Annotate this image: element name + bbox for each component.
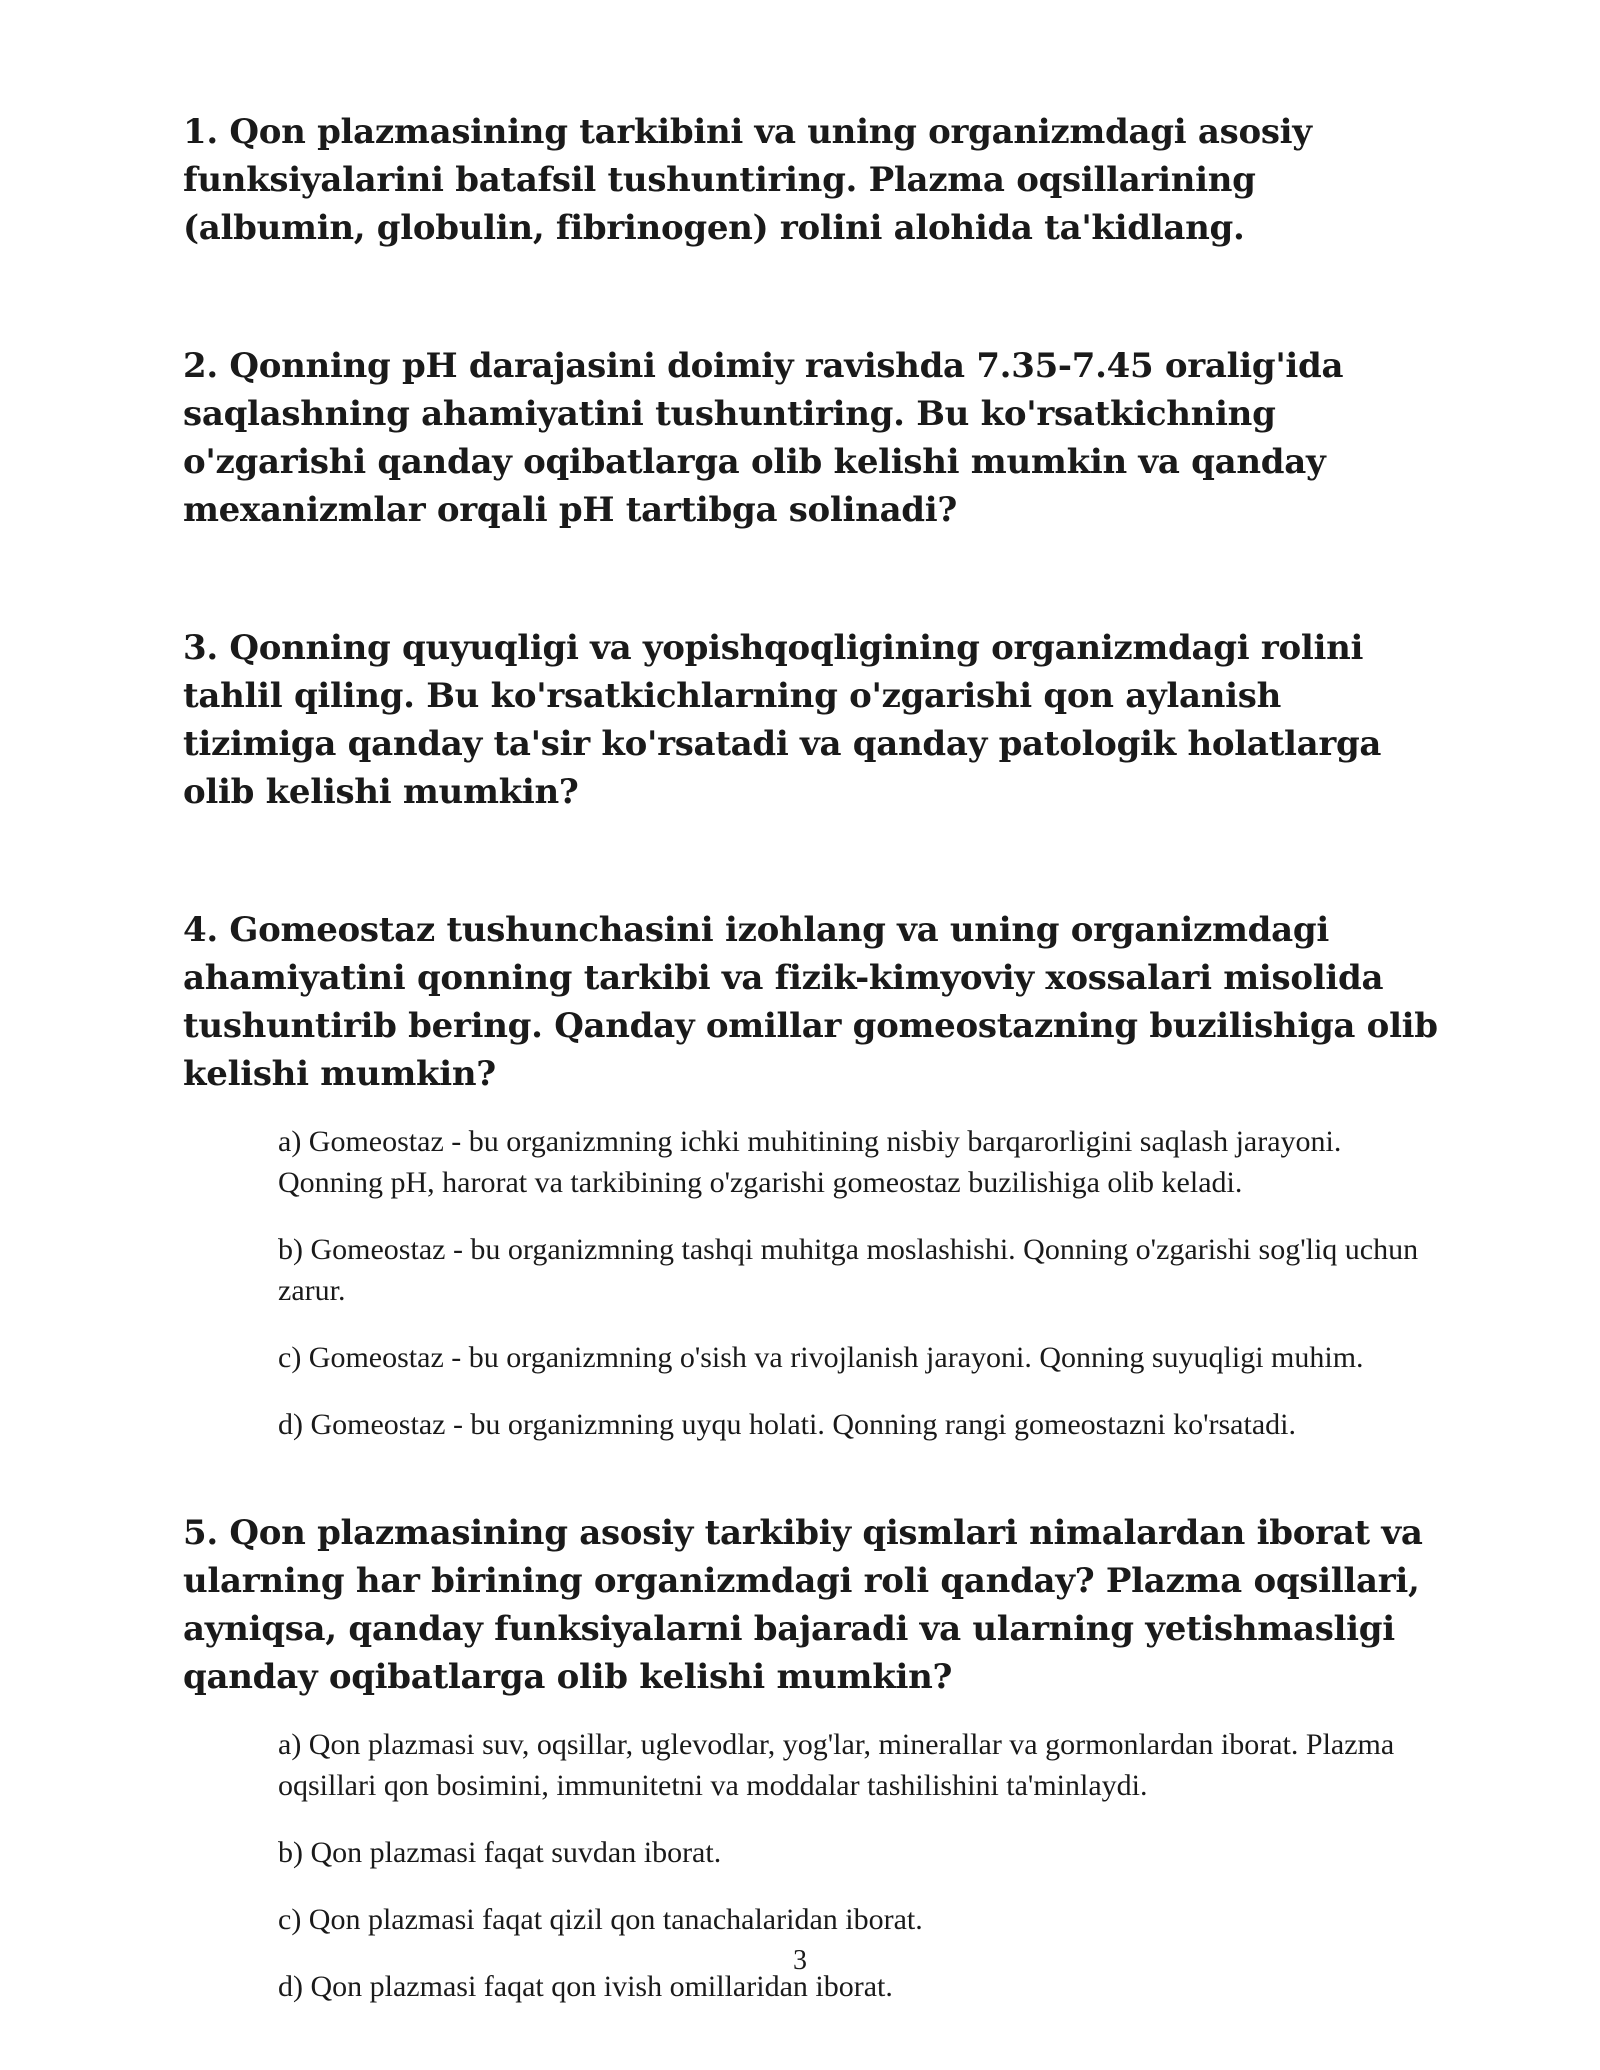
- document-page: [183, 108, 1443, 2033]
- question-3: [183, 624, 1443, 816]
- answer-option-b: b) Gomeostaz - bu organizmning tashqi muhitga moslashishi. Qonning o'zgarishi sog'liq uchun zarur.: [278, 1233, 1419, 1307]
- answer-option-d: d) Qon plazmasi faqat qon ivish omillaridan iborat.: [278, 1970, 893, 2003]
- question-2: [183, 342, 1443, 534]
- question-text: 2. Qonning pH darajasini doimiy ravishda 7.35-7.45 oralig'ida saqlashning ahamiyatini tushuntiring. Bu ko'rsatkichning o'zgarishi qanday oqibatlarga olib kelishi mumkin va qanday mexanizmlar orqali pH tartibga solinadi?: [183, 346, 1344, 530]
- question-text: 4. Gomeostaz tushunchasini izohlang va uning organizmdagi ahamiyatini qonning tarkibi va fizik-kimyoviy xossalari misolida tushuntirib bering. Qanday omillar gomeostazning buzilishiga olib kelishi mumkin?: [183, 910, 1438, 1094]
- answer-options: [278, 1121, 1443, 1445]
- answer-option-c: c) Qon plazmasi faqat qizil qon tanachalaridan iborat.: [278, 1903, 923, 1936]
- question-5: [183, 1509, 1443, 2007]
- answer-option-b: b) Qon plazmasi faqat suvdan iborat.: [278, 1836, 722, 1869]
- question-1: [183, 108, 1443, 252]
- question-text: 1. Qon plazmasining tarkibini va uning organizmdagi asosiy funksiyalarini batafsil tushuntiring. Plazma oqsillarining (albumin, globulin, fibrinogen) rolini alohida ta'kidlang.: [183, 112, 1312, 248]
- question-text: 5. Qon plazmasining asosiy tarkibiy qismlari nimalardan iborat va ularning har birining organizmdagi roli qanday? Plazma oqsillari, ayniqsa, qanday funksiyalarni bajaradi va ularning yetishmasligi qanday oqibatlarga olib kelishi mumkin?: [183, 1513, 1423, 1697]
- question-4: [183, 906, 1443, 1445]
- answer-option-a: a) Qon plazmasi suv, oqsillar, uglevodlar, yog'lar, minerallar va gormonlardan iborat. Plazma oqsillari qon bosimini, immunitetni va moddalar tashilishini ta'minlaydi.: [278, 1728, 1395, 1802]
- answer-option-d: d) Gomeostaz - bu organizmning uyqu holati. Qonning rangi gomeostazni ko'rsatadi.: [278, 1408, 1296, 1441]
- answer-option-c: c) Gomeostaz - bu organizmning o'sish va rivojlanish jarayoni. Qonning suyuqligi muhim.: [278, 1341, 1364, 1374]
- answer-option-a: a) Gomeostaz - bu organizmning ichki muhitining nisbiy barqarorligini saqlash jarayoni. Qonning pH, harorat va tarkibining o'zgarishi gomeostaz buzilishiga olib keladi.: [278, 1125, 1342, 1199]
- question-text: 3. Qonning quyuqligi va yopishqoqligining organizmdagi rolini tahlil qiling. Bu ko'rsatkichlarning o'zgarishi qon aylanish tizimiga qanday ta'sir ko'rsatadi va qanday patologik holatlarga olib kelishi mumkin?: [183, 628, 1382, 812]
- page-number: 3: [793, 1945, 807, 1976]
